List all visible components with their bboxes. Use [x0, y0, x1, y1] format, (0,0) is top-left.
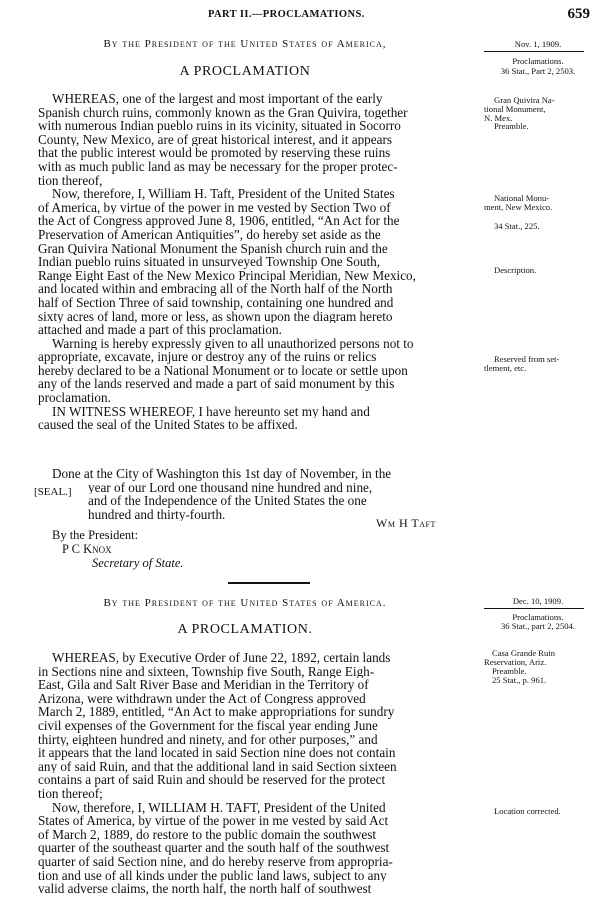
text-line: proclamation.	[38, 391, 111, 405]
seal-mark: [SEAL.]	[34, 486, 72, 498]
text-line: the Act of Congress approved June 8, 1906, entitled, “An Act for the	[38, 214, 400, 228]
running-header: PART II.—PROCLAMATIONS.	[208, 9, 365, 20]
proclamation-1-title: A PROCLAMATION	[179, 64, 311, 79]
margin-date-rule-1	[484, 51, 584, 52]
text-line: Arizona, were withdrawn under the Act of Congress approved	[38, 691, 366, 706]
margin-date-2: Dec. 10, 1909.	[512, 596, 564, 606]
text-line: caused the seal of the United States to be affixed.	[38, 418, 298, 432]
text-line: thirty, eighteen hundred and ninety, and for other purposes,” and	[38, 732, 378, 747]
secretary-title: Secretary of State.	[92, 556, 184, 570]
proclamation-1-heading: By the President of the United States of America,	[103, 38, 387, 50]
text-line: Now, therefore, I, WILLIAM H. TAFT, President of the United	[52, 800, 386, 815]
margin-note: National Monu-	[494, 193, 550, 203]
margin-note: Preamble.	[492, 666, 527, 676]
margin-note: Reservation, Ariz.	[484, 657, 547, 667]
text-line: March 2, 1889, entitled, “An Act to make appropriations for sundry	[38, 705, 395, 719]
secretary-name: P C Knox	[62, 542, 112, 556]
margin-ref-1a: Proclamations.	[512, 56, 564, 66]
text-line: of America, by virtue of the power in me vested by Section Two of	[38, 200, 391, 215]
text-line: appropriate, excavate, injure or destroy any of the ruins or relics	[38, 350, 377, 364]
margin-date-rule-2	[484, 608, 584, 609]
text-line: Now, therefore, I, William H. Taft, President of the United States	[52, 187, 395, 201]
margin-note: Preamble.	[494, 121, 529, 131]
by-the-president: By the President:	[52, 528, 139, 542]
margin-note: tlement, etc.	[484, 363, 527, 373]
text-line: Warning is hereby expressly given to all unauthorized persons not to	[52, 336, 414, 351]
text-line: WHEREAS, one of the largest and most important of the early	[52, 92, 383, 106]
proclamation-2-heading: By the President of the United States of America.	[103, 597, 387, 609]
margin-note: N. Mex.	[484, 113, 513, 123]
text-line: and located within and embracing all of the North half of the North	[38, 282, 393, 296]
text-line: of March 2, 1889, do restore to the public domain the southwest	[38, 827, 377, 842]
text-line: Range Eight East of the New Mexico Principal Meridian, New Mexico,	[38, 268, 416, 283]
text-line: Indian pueblo ruins situated in unsurveyed Township One South,	[38, 255, 381, 269]
text-line: with as much public land as may be necessary for the proper protec-	[38, 159, 398, 174]
text-line: WHEREAS, by Executive Order of June 22, 1892, certain lands	[52, 651, 391, 665]
section-divider	[228, 582, 310, 584]
proclamation-2-body	[38, 651, 478, 896]
margin-note: Casa Grande Ruin	[492, 648, 556, 658]
text-line: Done at the City of Washington this 1st day of November, in the	[52, 467, 392, 481]
text-line: that the public interest would be promoted by reserving these ruins	[38, 146, 391, 160]
text-line: quarter of said Section nine, and do hereby reserve from appropria-	[38, 854, 393, 869]
margin-ref-2b: 36 Stat., part 2, 2504.	[501, 621, 575, 631]
margin-note: 25 Stat., p. 961.	[492, 675, 547, 685]
text-line: tion thereof;	[38, 786, 103, 801]
text-line: and of the Independence of the United States the one	[88, 494, 367, 508]
text-line: any of said Ruin, and that the additional land in said Section sixteen	[38, 759, 397, 774]
margin-note: Gran Quivira Na-	[494, 95, 555, 105]
done-at-block	[38, 467, 478, 521]
text-line: half of Section Three of said township, containing one hundred and	[38, 295, 394, 310]
text-line: East, Gila and Salt River Base and Meridian in the Territory of	[38, 678, 369, 692]
margin-note: ment, New Mexico.	[484, 202, 553, 212]
margin-ref-2a: Proclamations.	[512, 612, 564, 622]
margin-date-1: Nov. 1, 1909.	[514, 39, 562, 49]
proclamation-1-body	[38, 92, 478, 432]
text-line: Spanish church ruins, commonly known as the Gran Quivira, together	[38, 105, 408, 120]
text-line: tion thereof,	[38, 173, 103, 188]
text-line: sixty acres of land, more or less, as shown upon the diagram hereto	[38, 309, 393, 324]
text-line: IN WITNESS WHEREOF, I have hereunto set my hand and	[52, 404, 370, 419]
text-line: Gran Quivira National Monument the Spanish church ruin and the	[38, 241, 388, 256]
text-line: it appears that the land located in said Section nine does not contain	[38, 746, 396, 760]
text-line: hundred and thirty-fourth.	[88, 507, 226, 522]
margin-note: Reserved from set-	[494, 354, 560, 364]
margin-note: tional Monument,	[484, 104, 546, 114]
text-line: tion and use of all kinds under the public land laws, subject to any	[38, 868, 387, 883]
text-line: States of America, by virtue of the power in me vested by said Act	[38, 814, 389, 828]
text-line: Preservation of American Antiquities”, do hereby set aside as the	[38, 227, 381, 242]
text-line: valid adverse claims, the north half, the north half of southwest	[38, 882, 372, 896]
page-number: 659	[567, 6, 590, 22]
margin-note: 34 Stat., 225.	[494, 221, 540, 231]
text-line: quarter of the southeast quarter and the south half of the southwest	[38, 841, 390, 855]
margin-ref-1b: 36 Stat., Part 2, 2503.	[500, 66, 576, 76]
margin-note: Description.	[494, 265, 537, 275]
text-line: year of our Lord one thousand nine hundred and nine,	[88, 480, 373, 495]
text-line: hereby declared to be a National Monument or to locate or settle upon	[38, 363, 408, 378]
president-signature: Wm H Taft	[376, 516, 436, 530]
proclamation-2-title: A PROCLAMATION.	[177, 622, 313, 637]
text-line: any of the lands reserved and made a part of said monument by this	[38, 377, 395, 392]
text-line: County, New Mexico, are of great historical interest, and it appears	[38, 132, 392, 147]
text-line: in Sections nine and sixteen, Township five South, Range Eigh-	[38, 664, 375, 679]
text-line: civil expenses of the Government for the fiscal year ending June	[38, 718, 378, 733]
text-line: contains a part of said Ruin and should be reserved for the protect	[38, 773, 386, 787]
text-line: attached and made a part of this proclamation.	[38, 323, 282, 337]
text-line: with numerous Indian pueblo ruins in its vicinity, situated in Socorro	[38, 119, 401, 133]
margin-note: Location corrected.	[494, 806, 561, 816]
